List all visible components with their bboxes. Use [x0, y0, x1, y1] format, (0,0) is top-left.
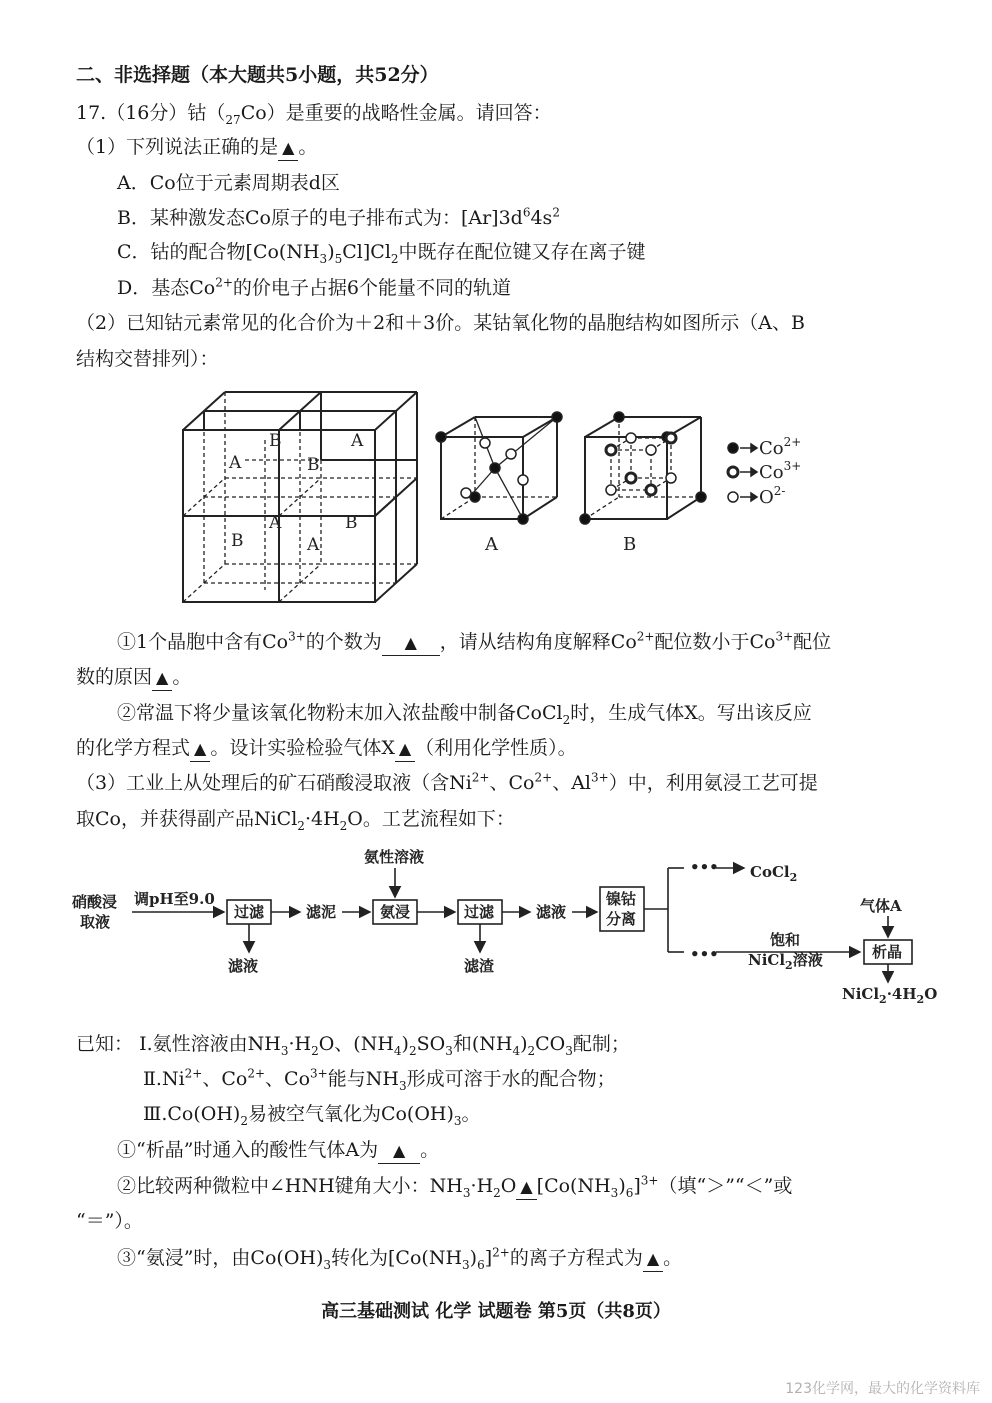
- legend: [728, 443, 757, 502]
- flow-saturated: NiCl$_2$溶液: [748, 951, 823, 972]
- cell-label: B: [231, 531, 244, 551]
- known-1: 已知： Ⅰ.氨性溶液由$NH_3\cdot H_2O$、$(NH_4)_2SO_3$和$(NH_4)_2CO_3$配制；: [76, 1033, 630, 1058]
- flow-filtrate-1: 滤液: [228, 957, 259, 975]
- answer-blank[interactable]: ▲: [378, 1138, 420, 1164]
- cell-label: B: [345, 513, 358, 533]
- flow-start: 取液: [80, 913, 111, 931]
- flow-sludge: 滤泥: [306, 903, 337, 921]
- cell-label: B: [307, 455, 320, 475]
- flow-separation: 镍钴: [606, 890, 637, 908]
- known-2: $Ⅱ.Ni^{2+}$、$Co^{2+}$、$Co^{3+}$能与$NH_3$形成可溶于水的配合物；: [143, 1066, 616, 1093]
- flow-crystallize: 析晶: [872, 943, 903, 961]
- legend-o2: $O^{2-}$: [759, 484, 786, 508]
- option-d: D．基态$Co^{2+}$的价电子占据6个能量不同的轨道: [117, 275, 512, 299]
- answer-blank[interactable]: ▲: [643, 1246, 663, 1272]
- flow-filter-2: 过滤: [464, 903, 495, 921]
- flow-filtrate-2: 滤液: [536, 903, 567, 921]
- answer-blank[interactable]: ▲: [395, 736, 415, 762]
- sub-question-1: ①1个晶胞中含有$Co^{3+}$的个数为 ▲ ，请从结构角度解释$Co^{2+}$配位数小于$Co^{3+}$配位: [117, 630, 831, 656]
- flow-start: 硝酸浸: [72, 893, 118, 911]
- cell-label: A: [351, 431, 364, 451]
- flow-filter-1: 过滤: [234, 903, 265, 921]
- flow-cocl2: CoCl$_2$: [750, 863, 798, 884]
- crystal-cell-figure: [175, 380, 815, 610]
- watermark: 123化学网，最大的化学资料库: [785, 1381, 980, 1397]
- flow-gas-a: 气体A: [860, 897, 902, 915]
- option-a: A．Co位于元素周期表d区: [117, 172, 340, 194]
- cell-label: A: [229, 453, 242, 473]
- legend-co2: $Co^{2+}$: [759, 435, 802, 459]
- part-3-line-1: （3）工业上从处理后的矿石硝酸浸取液（含$Ni^{2+}$、$Co^{2+}$、$Al^{3+}$）中，利用氨浸工艺可提: [76, 770, 818, 794]
- part-3-question-3: ③“氨浸”时，由$Co(OH)_3$转化为$[Co(NH_3)_6]^{2+}$的离子方程式为 ▲ 。: [117, 1245, 683, 1272]
- part-3-line-2: 取Co，并获得副产品$NiCl_2\cdot 4H_2O$。工艺流程如下：: [76, 808, 515, 833]
- sub-question-2-cont: 的化学方程式 ▲ 。设计实验检验气体X ▲ （利用化学性质）。: [76, 736, 577, 762]
- process-flow-diagram: [60, 840, 950, 1015]
- flow-ammonia-solution: 氨性溶液: [364, 848, 425, 866]
- caption-b: B: [623, 534, 637, 555]
- flow-dots: •••: [690, 945, 719, 963]
- known-3: $Ⅲ.Co(OH)_2$易被空气氧化为$Co(OH)_3$。: [143, 1103, 481, 1128]
- sub-question-2: ②常温下将少量该氧化物粉末加入浓盐酸中制备CoCl$_2$时，生成气体X。写出该反应: [117, 702, 812, 727]
- flow-condition: 调pH至9.0: [134, 890, 215, 908]
- part-2-line-1: （2）已知钴元素常见的化合价为＋2和＋3价。某钴氧化物的晶胞结构如图所示（A、B: [76, 312, 805, 334]
- answer-blank[interactable]: ▲: [382, 630, 440, 656]
- flow-residue: 滤渣: [464, 957, 495, 975]
- caption-a: A: [485, 534, 498, 555]
- flow-dots: •••: [690, 858, 719, 876]
- answer-blank[interactable]: ▲: [152, 665, 172, 691]
- part-3-question-1: ①“析晶”时通入的酸性气体A为 ▲ 。: [117, 1138, 439, 1164]
- flow-separation: 分离: [606, 910, 637, 928]
- answer-blank[interactable]: ▲: [516, 1174, 536, 1200]
- option-c: C．钴的配合物$[Co(NH_3)_5Cl]Cl_2$中既存在配位键又存在离子键: [117, 241, 646, 266]
- flow-product: $NiCl_2\cdot 4H_2O$: [842, 985, 938, 1006]
- page-footer: 高三基础测试 化学 试题卷 第5页（共8页）: [321, 1301, 671, 1322]
- cell-label: A: [307, 535, 320, 555]
- question-17-stem: 17.（16分）钴$(_{27}Co)$是重要的战略性金属。请回答：: [76, 102, 552, 127]
- answer-blank[interactable]: ▲: [278, 135, 298, 161]
- flow-leach: 氨浸: [380, 903, 411, 921]
- cell-label: B: [269, 431, 282, 451]
- answer-blank[interactable]: ▲: [190, 736, 210, 762]
- part-1-prompt: （1）下列说法正确的是 ▲ 。: [76, 135, 317, 161]
- part-2-line-2: 结构交替排列）：: [76, 348, 219, 370]
- flow-saturated: 饱和: [770, 931, 801, 949]
- sub-question-1-cont: 数的原因 ▲ 。: [76, 665, 191, 691]
- section-title: 二、非选择题（本大题共5小题，共52分）: [76, 64, 439, 86]
- part-3-question-2: ②比较两种微粒中∠HNH键角大小：$NH_3\cdot H_2O$ ▲ $[Co(NH_3)_6]^{3+}$（填“＞”“＜”或: [117, 1173, 793, 1200]
- option-b: B．某种激发态Co原子的电子排布式为：$[Ar]3d^64s^2$: [117, 205, 560, 229]
- part-3-question-2-cont: “＝”）。: [76, 1210, 143, 1232]
- legend-co3: $Co^{3+}$: [759, 459, 802, 483]
- cell-label: A: [269, 513, 282, 533]
